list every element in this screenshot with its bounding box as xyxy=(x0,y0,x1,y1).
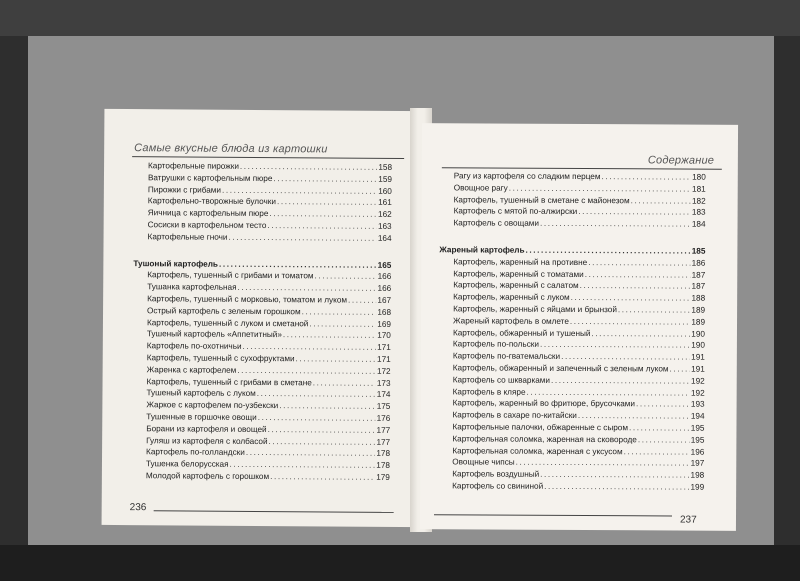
toc-leader-dots xyxy=(636,399,690,411)
toc-leader-dots xyxy=(551,375,690,388)
toc-leader-dots xyxy=(309,318,376,330)
toc-entry-page: 195 xyxy=(690,435,705,445)
toc-entry-page: 176 xyxy=(376,413,391,423)
toc-leader-dots xyxy=(516,457,690,470)
toc-entry-page: 171 xyxy=(377,342,391,353)
toc-entry-label: Пирожки с грибами xyxy=(147,184,222,195)
toc-entry-label: Молодой картофель с горошком xyxy=(145,471,270,481)
toc-entry-page: 164 xyxy=(377,233,392,243)
toc-leader-dots xyxy=(571,292,691,304)
toc-leader-dots xyxy=(269,436,376,449)
toc-entry-label: Картофель, жаренный с луком xyxy=(453,292,570,303)
toc-entry-label: Жаренка с картофелем xyxy=(146,364,237,375)
toc-entry-label: Картофельно-творожные булочки xyxy=(147,196,276,207)
toc-entry-page: 181 xyxy=(692,184,706,194)
toc-leader-dots xyxy=(618,304,691,316)
toc-entry-label: Жареный картофель xyxy=(439,245,525,255)
toc-leader-dots xyxy=(237,365,376,378)
toc-entry-page: 173 xyxy=(376,378,391,388)
toc-entry-label: Картофель, обжаренный и тушеный xyxy=(452,327,591,338)
toc-entry-page: 186 xyxy=(691,258,706,268)
toc-entry-label: Тушоный картофель xyxy=(133,258,219,269)
toc-leader-dots xyxy=(257,388,376,401)
toc-entry-label: Картофельная соломка, жаренная с уксусом xyxy=(452,445,623,456)
toc-entry-page: 171 xyxy=(377,354,391,364)
toc-entry-page: 178 xyxy=(376,449,391,459)
toc-entry-page: 179 xyxy=(376,472,390,482)
toc-leader-dots xyxy=(348,295,377,307)
toc-entry-label: Тушенка белорусская xyxy=(145,459,229,469)
toc-entry-page: 166 xyxy=(377,272,392,282)
toc-entry-page: 189 xyxy=(691,317,706,327)
toc-entry-label: Картофель с овощами xyxy=(453,218,540,228)
toc-leader-dots xyxy=(302,306,377,318)
toc-leader-dots xyxy=(669,363,690,375)
toc-entry xyxy=(134,231,392,245)
toc-entry-label: Картофельные палочки, обжаренные с сыром xyxy=(452,422,629,433)
toc-leader-dots xyxy=(296,353,377,365)
toc-leader-dots xyxy=(591,328,690,340)
toc-leader-dots xyxy=(315,271,377,283)
right-page-number: 237 xyxy=(679,514,697,526)
toc-leader-dots xyxy=(585,269,691,281)
toc-entry-label: Тушенные в горшочке овощи xyxy=(146,412,257,422)
toc-entry-label: Картофель по-гватемальски xyxy=(452,351,561,362)
toc-leader-dots xyxy=(624,446,690,458)
toc-leader-dots xyxy=(228,232,376,245)
toc-entry-page: 167 xyxy=(377,295,392,305)
toc-entry-page: 184 xyxy=(691,219,706,229)
toc-entry-label: Картофель, обжаренный и запеченный с зеленым луком xyxy=(452,363,669,374)
toc-entry-label: Картофель, тушенный с сухофруктами xyxy=(146,353,295,364)
toc-entry-label: Картофель по-голландски xyxy=(146,447,245,458)
toc-entry-label: Картофель, жаренный с яйцами и брынзой xyxy=(453,304,617,315)
toc-leader-dots xyxy=(540,469,689,482)
toc-entry-page: 177 xyxy=(376,437,391,447)
toc-leader-dots xyxy=(222,184,377,197)
right-page-header: Содержание xyxy=(647,154,715,167)
toc-leader-dots xyxy=(267,220,377,233)
toc-entry-label: Жаркое с картофелем по-узбекски xyxy=(146,400,279,411)
right-footer-rule xyxy=(434,514,672,516)
toc-leader-dots xyxy=(588,257,690,269)
toc-leader-dots xyxy=(273,173,377,186)
toc-leader-dots xyxy=(230,459,376,472)
toc-entry-label: Картофель со шкварками xyxy=(452,375,551,385)
toc-entry-label: Тушанка картофельная xyxy=(147,282,237,292)
toc-entry-page: 165 xyxy=(377,260,392,270)
toc-entry-page: 190 xyxy=(691,329,705,339)
toc-entry-label: Картофель со свининой xyxy=(452,481,544,491)
toc-entry-page: 187 xyxy=(691,270,706,280)
toc-entry-page: 192 xyxy=(690,388,705,398)
toc-entry-label: Картофельная соломка, жаренная на сковороде xyxy=(452,434,637,445)
toc-leader-dots xyxy=(279,400,376,412)
toc-entry-label: Овощные чипсы xyxy=(452,457,515,467)
toc-leader-dots xyxy=(540,339,690,352)
toc-entry-page: 158 xyxy=(378,162,393,172)
toc-leader-dots xyxy=(270,471,375,484)
toc-entry-page: 160 xyxy=(378,186,392,196)
toc-entry-page: 168 xyxy=(377,307,392,317)
toc-entry-label: Картофель, жаренный на противне xyxy=(453,257,588,267)
scan-right-border xyxy=(774,36,800,545)
toc-entry-page: 198 xyxy=(690,470,705,480)
toc-entry-label: Картофель по-польски xyxy=(452,339,539,350)
scan-top-border xyxy=(0,0,800,36)
left-page xyxy=(102,109,423,527)
toc-entry-label: Картофель, тушенный с морковью, томатом и луком xyxy=(147,294,348,305)
toc-entry-page: 195 xyxy=(690,423,705,433)
toc-leader-dots xyxy=(631,195,691,207)
toc-entry-label: Картофель, жаренный с салатом xyxy=(453,280,579,291)
toc-entry-label: Картофель в кляре xyxy=(452,386,526,397)
toc-entry-page: 190 xyxy=(691,340,705,351)
toc-entry-label: Картофель, тушенный с грибами в сметане xyxy=(146,376,312,387)
toc-entry-page: 163 xyxy=(377,221,392,231)
toc-leader-dots xyxy=(240,161,378,174)
toc-entry-label: Картофель, тушенный с грибами и томатом xyxy=(147,270,314,281)
toc-entry-page: 172 xyxy=(376,366,391,376)
toc-leader-dots xyxy=(219,258,377,271)
toc-entry-label: Картофель, жаренный во фритюре, брусочками xyxy=(452,398,636,409)
right-header-rule xyxy=(442,167,722,169)
toc-leader-dots xyxy=(578,206,691,218)
toc-entry-label: Картофель, тушенный с луком и сметаной xyxy=(146,317,309,328)
left-footer-rule xyxy=(154,510,394,513)
left-page-number: 236 xyxy=(129,502,147,514)
toc-entry-label: Тушеный картофель с луком xyxy=(146,388,256,399)
toc-entry-page: 180 xyxy=(692,172,706,182)
toc-leader-dots xyxy=(258,412,376,425)
left-page-header: Самые вкусные блюда из картошки xyxy=(134,142,328,156)
scan-bottom-border xyxy=(0,545,800,581)
toc-leader-dots xyxy=(509,182,691,195)
toc-leader-dots xyxy=(269,208,377,221)
right-toc xyxy=(438,170,706,493)
toc-leader-dots xyxy=(243,341,377,354)
toc-entry-page: 175 xyxy=(376,401,391,412)
section-spacer xyxy=(439,229,705,239)
toc-entry-label: Картофель воздушный xyxy=(452,469,540,479)
toc-entry-page: 166 xyxy=(377,283,392,294)
toc-entry-label: Борани из картофеля и овощей xyxy=(146,423,267,434)
toc-entry-page: 199 xyxy=(690,482,705,492)
toc-entry-page: 170 xyxy=(377,331,391,341)
toc-entry xyxy=(438,480,704,493)
toc-entry-label: Сосиски в картофельном тесто xyxy=(147,220,267,231)
toc-leader-dots xyxy=(561,351,690,363)
toc-entry-label: Гуляш из картофеля с колбасой xyxy=(146,435,268,446)
toc-entry-page: 189 xyxy=(691,305,706,315)
toc-entry-page: 169 xyxy=(377,319,391,329)
toc-entry-label: Картофельные гночи xyxy=(147,231,228,242)
toc-leader-dots xyxy=(570,316,690,328)
toc-entry-page: 185 xyxy=(691,246,706,256)
toc-entry-page: 159 xyxy=(378,174,393,184)
toc-entry-label: Картофель, жаренный с томатами xyxy=(453,268,584,279)
toc-leader-dots xyxy=(629,422,690,434)
toc-entry-page: 193 xyxy=(690,399,705,410)
toc-leader-dots xyxy=(526,386,690,399)
toc-leader-dots xyxy=(601,171,691,183)
toc-leader-dots xyxy=(638,434,690,446)
toc-leader-dots xyxy=(544,481,689,494)
toc-entry-label: Ватрушки с картофельным пюре xyxy=(147,172,273,183)
toc-entry-page: 192 xyxy=(691,376,705,386)
toc-entry-label: Картофель с мятой по-алжирски xyxy=(453,206,578,217)
toc-entry-label: Картофель в сахаре по-китайски xyxy=(452,410,577,421)
right-page xyxy=(420,123,738,531)
toc-entry-page: 191 xyxy=(691,364,705,374)
toc-entry-page: 161 xyxy=(378,198,392,208)
toc-leader-dots xyxy=(578,410,690,422)
section-spacer xyxy=(133,243,391,254)
toc-entry-label: Картофельные пирожки xyxy=(148,161,239,171)
toc-entry-page: 177 xyxy=(376,425,391,435)
toc-entry-page: 194 xyxy=(690,411,705,421)
toc-entry-page: 188 xyxy=(691,293,706,303)
toc-entry-label: Картофель, тушенный в сметане с майонезом xyxy=(453,194,630,205)
toc-leader-dots xyxy=(277,196,377,208)
toc-leader-dots xyxy=(238,282,377,295)
toc-entry-page: 162 xyxy=(378,209,392,220)
toc-entry-label: Рагу из картофеля со сладким перцем xyxy=(453,171,601,182)
toc-entry-page: 182 xyxy=(691,196,706,206)
scan-left-border xyxy=(0,36,28,545)
toc-entry-page: 178 xyxy=(376,460,391,471)
toc-entry-label: Картофель по-охотничьи xyxy=(146,341,242,352)
toc-entry-label: Острый картофель с зеленым горошком xyxy=(147,305,301,317)
toc-entry-page: 187 xyxy=(691,281,706,292)
toc-leader-dots xyxy=(313,377,376,389)
toc-entry xyxy=(440,217,706,230)
left-header-rule xyxy=(132,156,404,159)
toc-entry-label: Овощное рагу xyxy=(453,183,508,193)
toc-entry-page: 183 xyxy=(691,207,706,218)
toc-leader-dots xyxy=(268,424,376,437)
toc-leader-dots xyxy=(526,245,691,258)
toc-entry-page: 197 xyxy=(690,458,705,468)
toc-leader-dots xyxy=(540,218,691,231)
toc-leader-dots xyxy=(283,330,376,342)
toc-leader-dots xyxy=(580,280,691,292)
toc-entry xyxy=(132,470,390,484)
left-toc xyxy=(132,160,392,484)
toc-entry-page: 174 xyxy=(376,390,391,400)
toc-entry-label: Жареный картофель в омлете xyxy=(453,316,569,326)
toc-entry-label: Тушеный картофель «Аппетитный» xyxy=(146,329,282,340)
toc-entry-page: 191 xyxy=(691,352,705,362)
toc-entry-page: 196 xyxy=(690,447,705,457)
toc-entry-label: Яичница с картофельным пюре xyxy=(147,208,269,219)
toc-leader-dots xyxy=(246,447,376,460)
